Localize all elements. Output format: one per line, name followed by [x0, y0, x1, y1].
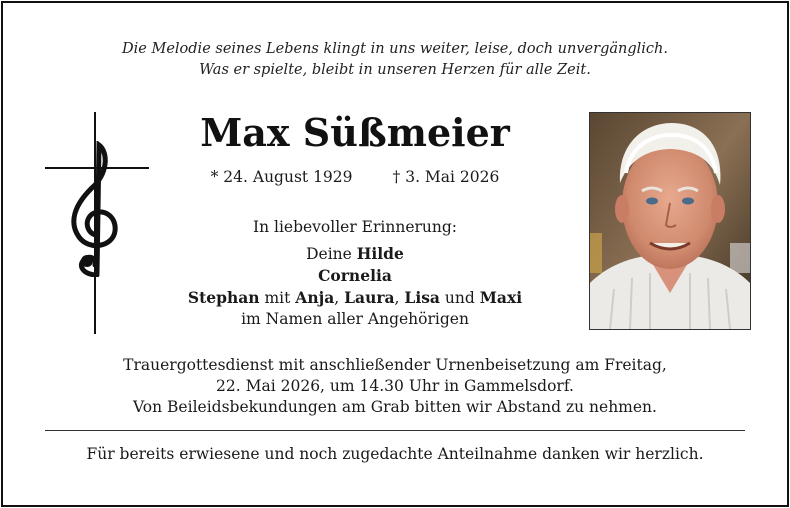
family-name-laura: Laura [344, 288, 395, 307]
family-separator-1: , [334, 289, 340, 307]
memory-heading: In liebevoller Erinnerung: [252, 218, 458, 236]
family-name-cornelia: Cornelia [318, 266, 392, 285]
family-line-3 [163, 287, 547, 309]
death-date: † 3. Mai 2026 [392, 168, 500, 186]
portrait-illustration [590, 113, 750, 329]
service-line-1: Trauergottesdienst mit anschließender Urnenbeisetzung am Freitag, [123, 356, 667, 374]
family-name-lisa: Lisa [404, 288, 440, 307]
portrait-photo [589, 112, 751, 330]
family-name-anja: Anja [295, 288, 335, 307]
family-signatures [163, 243, 547, 330]
family-word-und: und [444, 289, 475, 307]
motto [3, 39, 787, 81]
obituary-card [1, 1, 789, 507]
thanks-note: Für bereits erwiesene und noch zugedachte Anteilnahme danken wir herzlich. [86, 445, 704, 463]
family-name-hilde: Hilde [356, 244, 404, 263]
service-line-3: Von Beileidsbekundungen am Grab bitten wir Abstand zu nehmen. [133, 398, 657, 416]
family-line-2 [163, 265, 547, 287]
treble-clef-icon [63, 141, 127, 277]
divider [45, 430, 745, 431]
life-dates [193, 166, 517, 188]
family-prefix: Deine [306, 245, 352, 263]
family-line-1 [163, 243, 547, 265]
motto-line-2: Was er spielte, bleibt in unseren Herzen für alle Zeit. [199, 62, 591, 78]
motto-line-1: Die Melodie seines Lebens klingt in uns weiter, leise, doch unvergänglich. [122, 41, 668, 57]
service-info [3, 355, 787, 418]
family-word-mit: mit [264, 289, 291, 307]
family-name-stephan: Stephan [187, 288, 260, 307]
deceased-name: Max Süßmeier [200, 110, 510, 155]
birth-date: * 24. August 1929 [210, 168, 353, 186]
family-name-maxi: Maxi [479, 288, 523, 307]
family-line-4: im Namen aller Angehörigen [241, 310, 469, 328]
service-line-2: 22. Mai 2026, um 14.30 Uhr in Gammelsdorf. [216, 377, 574, 395]
family-separator-2: , [394, 289, 400, 307]
